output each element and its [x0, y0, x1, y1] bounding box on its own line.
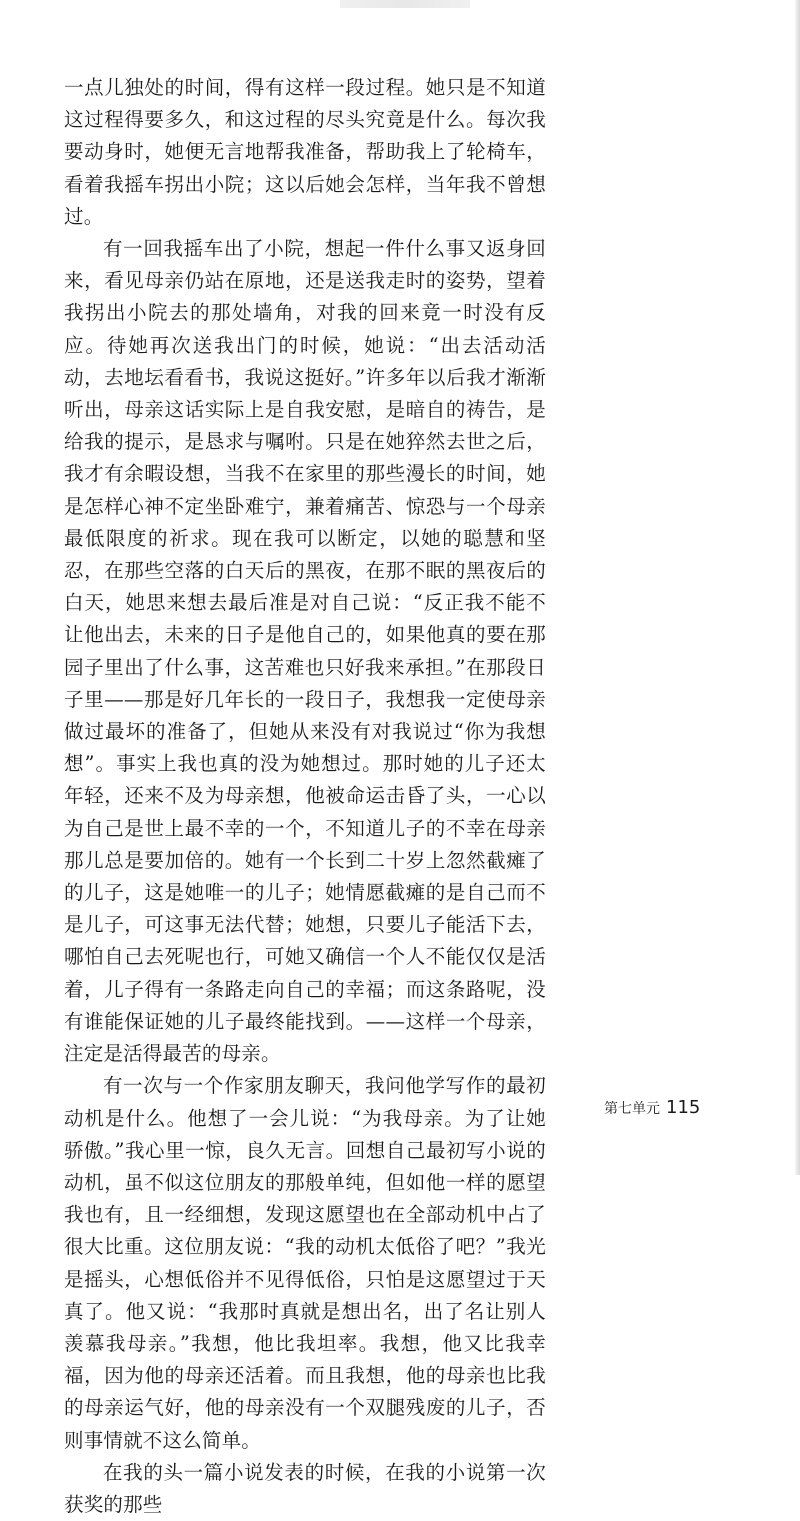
- body-text: [64, 72, 546, 1521]
- page-footer: [604, 1097, 700, 1118]
- page-edge-shadow: [795, 0, 800, 1175]
- header-smudge: [340, 0, 470, 8]
- page-number: 115: [666, 1097, 701, 1118]
- paragraph-2: 有一回我摇车出了小院，想起一件什么事又返身回来，看见母亲仍站在原地，还是送我走时的姿势，望着我拐出小院去的那处墙角，对我的回来竟一时没有反应。待她再次送我出门的时候，她说：“出去活动活动，去地坛看看书，我说这挺好。”许多年以后我才渐渐听出，母亲这话实际上是自我安慰，是暗自的祷告，是给我的提示，是恳求与嘱咐。只是在她猝然去世之后，我才有余暇设想，当我不在家里的那些漫长的时间，她是怎样心神不定坐卧难宁，兼着痛苦、惊恐与一个母亲最低限度的祈求。现在我可以断定，以她的聪慧和坚忍，在那些空落的白天后的黑夜，在那不眠的黑夜后的白天，她思来想去最后准是对自己说：“反正我不能不让他出去，未来的日子是他自己的，如果他真的要在那园子里出了什么事，这苦难也只好我来承担。”在那段日子里——那是好几年长的一段日子，我想我一定使母亲做过最坏的准备了，但她从来没有对我说过“你为我想想”。事实上我也真的没为她想过。那时她的儿子还太年轻，还来不及为母亲想，他被命运击昏了头，一心以为自己是世上最不幸的一个，不知道儿子的不幸在母亲那儿总是要加倍的。她有一个长到二十岁上忽然截瘫了的儿子，这是她唯一的儿子；她情愿截瘫的是自己而不是儿子，可这事无法代替；她想，只要儿子能活下去，哪怕自己去死呢也行，可她又确信一个人不能仅仅是活着，儿子得有一条路走向自己的幸福；而这条路呢，没有谁能保证她的儿子最终能找到。——这样一个母亲，注定是活得最苦的母亲。: [64, 237, 546, 1066]
- paragraph-1: 一点儿独处的时间，得有这样一段过程。她只是不知道这过程得要多久，和这过程的尽头究竟是什么。每次我要动身时，她便无言地帮我准备，帮助我上了轮椅车，看着我摇车拐出小院；这以后她会怎样，当年我不曾想过。: [64, 76, 546, 228]
- unit-label: 第七单元: [604, 1101, 660, 1117]
- paragraph-4: 在我的头一篇小说发表的时候，在我的小说第一次获奖的那些: [64, 1460, 546, 1516]
- paragraph-3: 有一次与一个作家朋友聊天，我问他学写作的最初动机是什么。他想了一会儿说：“为我母亲。为了让她骄傲。”我心里一惊，良久无言。回想自己最初写小说的动机，虽不似这位朋友的那般单纯，但如他一样的愿望我也有，且一经细想，发现这愿望也在全部动机中占了很大比重。这位朋友说：“我的动机太低俗了吧？”我光是摇头，心想低俗并不见得低俗，只怕是这愿望过于天真了。他又说：“我那时真就是想出名，出了名让别人羡慕我母亲。”我想，他比我坦率。我想，他又比我幸福，因为他的母亲还活着。而且我想，他的母亲也比我的母亲运气好，他的母亲没有一个双腿残废的儿子，否则事情就不这么简单。: [64, 1074, 546, 1452]
